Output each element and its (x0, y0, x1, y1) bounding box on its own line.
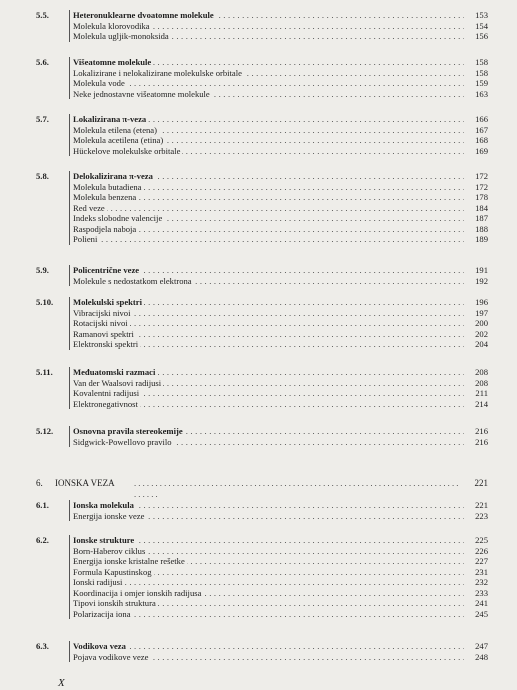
toc-entry (36, 276, 488, 287)
toc-section-heading (36, 297, 488, 308)
entry-title (73, 339, 488, 350)
title-text: Molekula butadiena (73, 181, 142, 192)
toc-entry (36, 135, 488, 146)
title-text: Elektronegativnost (73, 398, 138, 409)
title-text: Ramanovi spektri (73, 328, 134, 339)
toc-section-heading (36, 500, 488, 511)
entry-page-number: 167 (464, 125, 488, 136)
section-page-number: 221 (464, 500, 488, 511)
section-page-number: 172 (464, 171, 488, 182)
entry-title (73, 308, 488, 319)
title-text: Lokalizirane i nelokalizirane molekulske orbitale (73, 67, 242, 78)
toc-entry (36, 598, 488, 609)
section-title (73, 426, 488, 437)
title-text: Formula Kapustinskog (73, 566, 152, 577)
title-text: Policentrične veze (73, 265, 140, 275)
section-rule (69, 426, 70, 447)
entry-title (73, 598, 488, 609)
section-number: 5.9. (36, 265, 49, 275)
entry-page-number: 216 (464, 437, 488, 448)
toc-section (36, 500, 488, 521)
section-page-number: 191 (464, 265, 488, 276)
entry-page-number: 156 (464, 31, 488, 42)
entry-page-number: 168 (464, 135, 488, 146)
entry-page-number: 154 (464, 21, 488, 32)
title-text: Vodikova veza (73, 641, 126, 651)
title-text: Pojava vodikove veze (73, 651, 149, 662)
title-text: Heteronuklearne dvoatomne molekule (73, 10, 214, 20)
title-text: Polarizacija iona (73, 608, 131, 619)
section-page-number: 153 (464, 10, 488, 21)
toc-entry (36, 567, 488, 578)
entry-page-number: 189 (464, 234, 488, 245)
title-text: Molekula klorovodika (73, 20, 150, 31)
entry-title (73, 203, 488, 214)
section-number: 5.11. (36, 367, 53, 377)
title-text: Hückelove molekulske orbitale (73, 145, 181, 156)
toc-entry (36, 609, 488, 620)
entry-title (73, 556, 488, 567)
entry-title (73, 378, 488, 389)
toc-entry (36, 21, 488, 32)
entry-page-number: 245 (464, 609, 488, 620)
section-number: 5.6. (36, 57, 49, 67)
title-text: Elektronski spektri (73, 339, 139, 349)
toc-entry (36, 192, 488, 203)
title-text: Red veze (73, 202, 105, 213)
section-number: 6.3. (36, 641, 49, 651)
folio-page-number: X (58, 677, 65, 689)
section-title (73, 265, 488, 276)
toc-entry (36, 652, 488, 663)
title-text: Energija ionske veze (73, 510, 145, 521)
toc-section-heading (36, 171, 488, 182)
entry-page-number: 158 (464, 68, 488, 79)
title-text: Tipovi ionskih struktura (73, 598, 156, 608)
title-text: Energija ionske kristalne rešetke (73, 556, 185, 566)
entry-page-number: 159 (464, 78, 488, 89)
title-text: Sidgwick-Powellovo pravilo (73, 436, 172, 447)
section-title (73, 57, 488, 68)
toc-section (36, 10, 488, 42)
entry-page-number: 184 (464, 203, 488, 214)
toc-entry (36, 224, 488, 235)
entry-title (73, 437, 488, 448)
entry-title (73, 234, 488, 245)
title-text: Van der Waalsovi radijusi (73, 377, 162, 388)
entry-title (73, 21, 488, 32)
entry-title (73, 511, 488, 522)
toc-entry (36, 182, 488, 193)
title-text: Kovalentni radijusi (73, 388, 140, 398)
toc-entry (36, 577, 488, 588)
title-text: Molekula benzena (73, 192, 137, 202)
section-rule (69, 535, 70, 619)
section-number: 5.12. (36, 426, 54, 436)
toc-entry (36, 511, 488, 522)
chapter-heading (36, 478, 488, 499)
toc-entry (36, 31, 488, 42)
toc-entry (36, 203, 488, 214)
entry-title (73, 276, 488, 287)
section-rule (69, 57, 70, 99)
entry-title (73, 68, 488, 79)
section-title (73, 171, 488, 182)
toc-entry (36, 234, 488, 245)
entry-title (73, 652, 488, 663)
section-page-number: 225 (464, 535, 488, 546)
chapter-page: 221 (474, 478, 488, 488)
title-text: Rotacijski nivoi (73, 318, 128, 328)
leader-dots: . . . . . . . . . . . . . . . . . . . . . . . . . . . . . . . . . . . . . . . . . . . . . . . . . . . . . . . . . . . . . . . . . . . . . . . . . . . . . . . . . . (134, 478, 459, 499)
title-text: Molekula ugljik-monoksida (73, 31, 169, 41)
toc-entry (36, 588, 488, 599)
toc-section (36, 535, 488, 619)
entry-title (73, 329, 488, 340)
section-rule (69, 265, 70, 286)
toc-entry (36, 78, 488, 89)
toc-entry (36, 318, 488, 329)
title-text: Molekule s nedostatkom elektrona (73, 275, 192, 286)
entry-title (73, 192, 488, 203)
section-number: 5.7. (36, 114, 49, 124)
toc-section-heading (36, 426, 488, 437)
section-title (73, 367, 488, 378)
entry-page-number: 192 (464, 276, 488, 287)
toc-section (36, 265, 488, 286)
section-rule (69, 114, 70, 156)
section-title (73, 10, 488, 21)
title-text: Međuatomski razmaci (73, 367, 156, 377)
title-text: Delokalizirana π-veza (73, 171, 153, 181)
toc-entry (36, 556, 488, 567)
entry-page-number: 172 (464, 182, 488, 193)
title-text: Višeatomne molekule (73, 57, 152, 67)
entry-page-number: 204 (464, 339, 488, 350)
entry-title (73, 78, 488, 89)
toc-entry (36, 329, 488, 340)
entry-page-number: 226 (464, 546, 488, 557)
toc-entry (36, 213, 488, 224)
entry-page-number: 163 (464, 89, 488, 100)
title-text: Raspodjela naboja (73, 223, 137, 234)
section-rule (69, 367, 70, 409)
toc-section (36, 57, 488, 99)
chapter-title: IONSKA VEZA (55, 478, 115, 488)
section-number: 5.5. (36, 10, 49, 20)
section-rule (69, 297, 70, 350)
toc-entry (36, 68, 488, 79)
entry-page-number: 197 (464, 308, 488, 319)
toc-entry (36, 146, 488, 157)
toc-entry (36, 89, 488, 100)
entry-page-number: 227 (464, 556, 488, 567)
toc-entry (36, 399, 488, 410)
entry-title (73, 213, 488, 224)
toc-section-heading (36, 265, 488, 276)
toc-section-heading (36, 57, 488, 68)
entry-page-number: 241 (464, 598, 488, 609)
section-number: 5.10. (36, 297, 54, 307)
toc-section (36, 114, 488, 156)
toc-section-heading (36, 641, 488, 652)
title-text: Molekula vode (73, 78, 125, 88)
entry-title (73, 135, 488, 146)
toc-entry (36, 125, 488, 136)
section-page-number: 158 (464, 57, 488, 68)
entry-title (73, 399, 488, 410)
entry-title (73, 125, 488, 136)
entry-title (73, 609, 488, 620)
entry-title (73, 89, 488, 100)
entry-title (73, 567, 488, 578)
toc-section (36, 426, 488, 447)
toc-section-heading (36, 114, 488, 125)
entry-page-number: 200 (464, 318, 488, 329)
toc-section (36, 171, 488, 245)
title-text: Vibracijski nivoi (73, 307, 131, 318)
section-title (73, 641, 488, 652)
toc-entry (36, 388, 488, 399)
toc-entry (36, 339, 488, 350)
toc-entry (36, 437, 488, 448)
title-text: Ionske strukture (73, 535, 135, 545)
section-number: 6.1. (36, 500, 49, 510)
entry-page-number: 169 (464, 146, 488, 157)
section-number: 5.8. (36, 171, 49, 181)
section-page-number: 166 (464, 114, 488, 125)
toc-section-heading (36, 10, 488, 21)
entry-page-number: 232 (464, 577, 488, 588)
entry-title (73, 31, 488, 42)
title-text: Molekulski spektri (73, 297, 142, 307)
section-title (73, 114, 488, 125)
entry-page-number: 208 (464, 378, 488, 389)
entry-page-number: 233 (464, 588, 488, 599)
entry-title (73, 577, 488, 588)
section-title (73, 297, 488, 308)
section-number: 6.2. (36, 535, 49, 545)
title-text: Ionski radijusi (73, 577, 123, 587)
toc-section (36, 641, 488, 662)
section-rule (69, 171, 70, 245)
toc-section (36, 297, 488, 350)
section-rule (69, 641, 70, 662)
toc-entry (36, 308, 488, 319)
entry-title (73, 388, 488, 399)
title-text: Molekula etilena (etena) (73, 124, 157, 135)
toc-entry (36, 546, 488, 557)
title-text: Molekula acetilena (etina) (73, 135, 164, 145)
title-text: Indeks slobodne valencije (73, 213, 163, 223)
entry-title (73, 546, 488, 557)
entry-page-number: 211 (464, 388, 488, 399)
title-text: Lokalizirana π-veza (73, 114, 147, 124)
section-page-number: 216 (464, 426, 488, 437)
entry-page-number: 188 (464, 224, 488, 235)
entry-page-number: 214 (464, 399, 488, 410)
entry-title (73, 224, 488, 235)
entry-title (73, 588, 488, 599)
entry-title (73, 318, 488, 329)
section-rule (69, 10, 70, 42)
section-page-number: 196 (464, 297, 488, 308)
entry-title (73, 146, 488, 157)
entry-page-number: 231 (464, 567, 488, 578)
entry-page-number: 202 (464, 329, 488, 340)
toc-section (36, 367, 488, 409)
entry-title (73, 182, 488, 193)
section-title (73, 500, 488, 511)
entry-page-number: 187 (464, 213, 488, 224)
entry-page-number: 223 (464, 511, 488, 522)
title-text: Koordinacija i omjer ionskih radijusa (73, 587, 202, 598)
title-text: Osnovna pravila stereokemije (73, 426, 183, 436)
section-rule (69, 500, 70, 521)
toc-section-heading (36, 535, 488, 546)
title-text: Born-Haberov ciklus (73, 545, 146, 556)
title-text: Neke jednostavne višeatomne molekule (73, 88, 210, 99)
title-text: Ionska molekula (73, 500, 134, 510)
section-page-number: 208 (464, 367, 488, 378)
section-page-number: 247 (464, 641, 488, 652)
title-text: Polieni (73, 234, 98, 244)
toc-entry (36, 378, 488, 389)
chapter-number: 6. (36, 478, 43, 488)
section-title (73, 535, 488, 546)
entry-page-number: 178 (464, 192, 488, 203)
entry-page-number: 248 (464, 652, 488, 663)
toc-section-heading (36, 367, 488, 378)
